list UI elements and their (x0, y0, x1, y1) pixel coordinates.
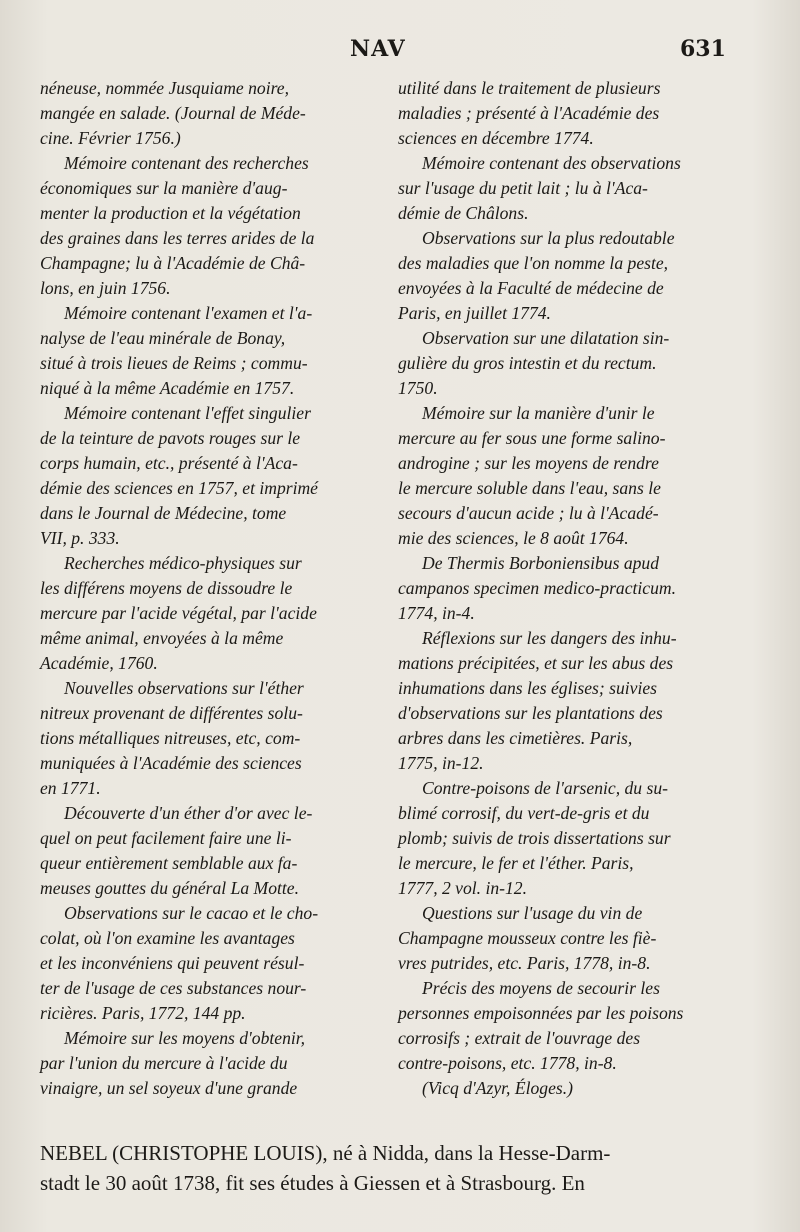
text-line: secours d'aucun acide ; lu à l'Acadé- (398, 503, 659, 523)
text-line: Paris, en juillet 1774. (398, 303, 551, 323)
text-line: Observations sur la plus redoutable (422, 228, 675, 248)
text-line: 1750. (398, 378, 438, 398)
text-line: démie de Châlons. (398, 203, 529, 223)
text-line: de la teinture de pavots rouges sur le (40, 428, 301, 448)
text-line: nitreux provenant de différentes solu- (40, 703, 303, 723)
text-line: sur l'usage du petit lait ; lu à l'Aca- (398, 178, 648, 198)
text-line: personnes empoisonnées par les poisons (398, 1003, 684, 1023)
text-line: économiques sur la manière d'aug- (40, 178, 288, 198)
text-line: blimé corrosif, du vert-de-gris et du (398, 803, 650, 823)
text-line: cine. Février 1756.) (40, 128, 181, 148)
text-line: envoyées à la Faculté de médecine de (398, 278, 664, 298)
text-line: mations précipitées, et sur les abus des (398, 653, 674, 673)
text-line: néneuse, nommée Jusquiame noire, (40, 78, 290, 98)
text-line: muniquées à l'Académie des sciences (40, 753, 302, 773)
text-line: quel on peut facilement faire une li- (40, 828, 292, 848)
text-line: Précis des moyens de secourir les (422, 978, 660, 998)
text-line: sciences en décembre 1774. (398, 128, 594, 148)
text-line: ricières. Paris, 1772, 144 pp. (40, 1003, 246, 1023)
text-line: mercure par l'acide végétal, par l'acide (40, 603, 317, 623)
entry-line-1: NEBEL (CHRISTOPHE LOUIS), né à Nidda, dans la Hesse-Darm- (40, 1141, 611, 1165)
text-line: inhumations dans les églises; suivies (398, 678, 658, 698)
text-line: lons, en juin 1756. (40, 278, 171, 298)
text-line: vinaigre, un sel soyeux d'une grande (40, 1078, 298, 1098)
text-line: arbres dans les cimetières. Paris, (398, 728, 633, 748)
text-line: et les inconvéniens qui peuvent résul- (40, 953, 305, 973)
text-line: gulière du gros intestin et du rectum. (398, 353, 657, 373)
text-line: utilité dans le traitement de plusieurs (398, 78, 661, 98)
text-line: meuses gouttes du général La Motte. (40, 878, 299, 898)
text-line: maladies ; présenté à l'Académie des (398, 103, 660, 123)
text-line: vres putrides, etc. Paris, 1778, in-8. (398, 953, 651, 973)
text-line: mie des sciences, le 8 août 1764. (398, 528, 629, 548)
text-line: les différens moyens de dissoudre le (40, 578, 293, 598)
text-line: Mémoire sur la manière d'unir le (422, 403, 655, 423)
text-line: mercure au fer sous une forme salino- (398, 428, 666, 448)
text-line: Nouvelles observations sur l'éther (64, 678, 304, 698)
text-line: Recherches médico-physiques sur (64, 553, 302, 573)
text-line: 1774, in-4. (398, 603, 475, 623)
text-line: androgine ; sur les moyens de rendre (398, 453, 659, 473)
text-line: Champagne; lu à l'Académie de Châ- (40, 253, 306, 273)
page-number: 631 (680, 36, 726, 62)
text-line: Mémoire contenant des recherches (64, 153, 309, 173)
entry-line-2: stadt le 30 août 1738, fit ses études à Giessen et à Strasbourg. En (40, 1171, 585, 1195)
left-column (40, 76, 378, 1101)
text-line: 1777, 2 vol. in-12. (398, 878, 528, 898)
text-line: corrosifs ; extrait de l'ouvrage des (398, 1028, 641, 1048)
text-line: Champagne mousseux contre les fiè- (398, 928, 657, 948)
text-line: 1775, in-12. (398, 753, 484, 773)
text-line: ter de l'usage de ces substances nour- (40, 978, 307, 998)
text-line: plomb; suivis de trois dissertations sur (398, 828, 671, 848)
text-line: De Thermis Borboniensibus apud (422, 553, 660, 573)
text-line: en 1771. (40, 778, 101, 798)
text-line: Contre-poisons de l'arsenic, du su- (422, 778, 668, 798)
text-line: le mercure soluble dans l'eau, sans le (398, 478, 661, 498)
text-line: des maladies que l'on nomme la peste, (398, 253, 669, 273)
text-line: même animal, envoyées à la même (40, 628, 284, 648)
text-line: Mémoire contenant l'effet singulier (64, 403, 311, 423)
text-line: des graines dans les terres arides de la (40, 228, 315, 248)
text-line: d'observations sur les plantations des (398, 703, 663, 723)
text-line: Observation sur une dilatation sin- (422, 328, 670, 348)
text-line: Académie, 1760. (40, 653, 158, 673)
text-line: Réflexions sur les dangers des inhu- (422, 628, 677, 648)
running-head: NAV (350, 36, 406, 62)
text-line: campanos specimen medico-practicum. (398, 578, 677, 598)
page-header (0, 30, 800, 70)
text-line: menter la production et la végétation (40, 203, 301, 223)
text-line: démie des sciences en 1757, et imprimé (40, 478, 318, 498)
text-line: situé à trois lieues de Reims ; commu- (40, 353, 308, 373)
text-line: contre-poisons, etc. 1778, in-8. (398, 1053, 617, 1073)
text-line: queur entièrement semblable aux fa- (40, 853, 298, 873)
text-line: tions métalliques nitreuses, etc, com- (40, 728, 301, 748)
right-column (398, 76, 728, 1101)
text-line: (Vicq d'Azyr, Éloges.) (422, 1078, 573, 1098)
text-line: niqué à la même Académie en 1757. (40, 378, 295, 398)
text-line: corps humain, etc., présenté à l'Aca- (40, 453, 298, 473)
next-biography-entry (40, 1138, 760, 1198)
text-line: VII, p. 333. (40, 528, 120, 548)
text-line: Questions sur l'usage du vin de (422, 903, 643, 923)
text-line: Observations sur le cacao et le cho- (64, 903, 319, 923)
text-line: Mémoire sur les moyens d'obtenir, (64, 1028, 306, 1048)
text-line: colat, où l'on examine les avantages (40, 928, 295, 948)
text-line: mangée en salade. (Journal de Méde- (40, 103, 306, 123)
text-line: le mercure, le fer et l'éther. Paris, (398, 853, 634, 873)
text-line: Découverte d'un éther d'or avec le- (64, 803, 313, 823)
text-line: Mémoire contenant l'examen et l'a- (64, 303, 313, 323)
text-line: par l'union du mercure à l'acide du (40, 1053, 288, 1073)
text-line: dans le Journal de Médecine, tome (40, 503, 287, 523)
text-line: nalyse de l'eau minérale de Bonay, (40, 328, 286, 348)
text-line: Mémoire contenant des observations (422, 153, 681, 173)
